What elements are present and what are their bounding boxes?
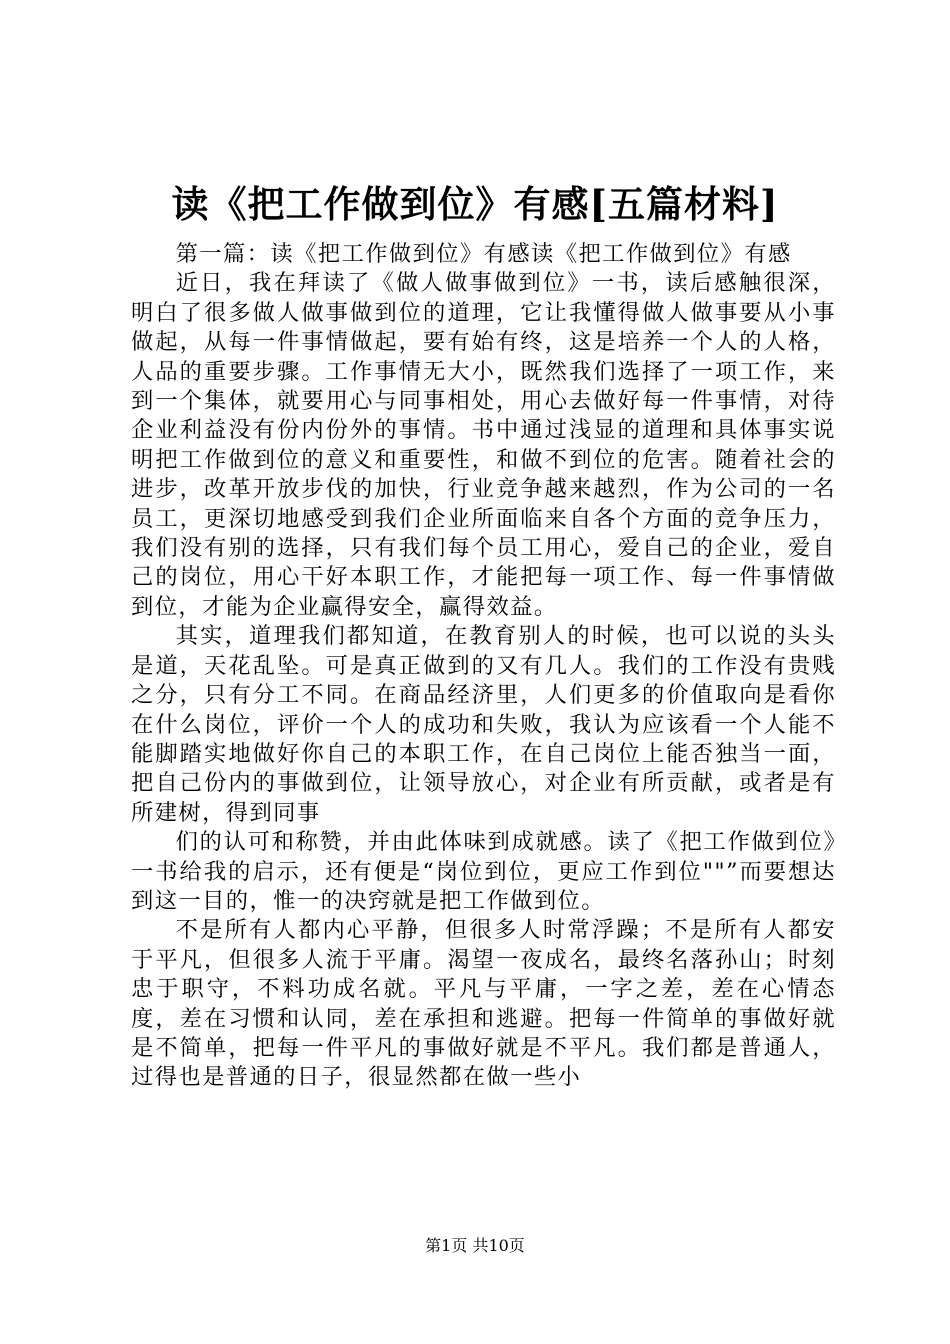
paragraph-heading: 第一篇：读《把工作做到位》有感读《把工作做到位》有感 [175,241,792,267]
document-body [131,240,836,1093]
document-title: 读《把工作做到位》有感[五篇材料] [171,182,779,226]
paragraph: 们的认可和称赞，并由此体味到成就感。读了《把工作做到位》一书给我的启示，还有便是“岗位到位，更应工作到位""”而要想达到这一目的，惟一的决窍就是把工作做到位。 [131,829,836,914]
page-footer: 第1页 共10页 [425,1236,525,1255]
paragraph: 其实，道理我们都知道，在教育别人的时候，也可以说的头头是道，天花乱坠。可是真正做到的又有几人。我们的工作没有贵贱之分，只有分工不同。在商品经济里，人们更多的价值取向是看你在什么岗位，评价一个人的成功和失败，我认为应该看一个人能不能脚踏实地做好你自己的本职工作，在自己岗位上能否独当一面，把自己份内的事做到位，让领导放心，对企业有所贡献，或者是有所建树，得到同事 [131,623,836,826]
paragraph: 近日，我在拜读了《做人做事做到位》一书，读后感触很深，明白了很多做人做事做到位的道理，它让我懂得做人做事要从小事做起，从每一件事情做起，要有始有终，这是培养一个人的人格，人品的重要步骤。工作事情无大小，既然我们选择了一项工作，来到一个集体，就要用心与同事相处，用心去做好每一件事情，对待企业利益没有份内份外的事情。书中通过浅显的道理和具体事实说明把工作做到位的意义和重要性，和做不到位的危害。随着社会的进步，改革开放步伐的加快，行业竞争越来越烈，作为公司的一名员工，更深切地感受到我们企业所面临来自各个方面的竞争压力，我们没有别的选择，只有我们每个员工用心，爱自己的企业，爱自己的岗位，用心干好本职工作，才能把每一项工作、每一件事情做到位，才能为企业赢得安全，赢得效益。 [131,270,836,620]
paragraph: 不是所有人都内心平静，但很多人时常浮躁；不是所有人都安于平凡，但很多人流于平庸。渴望一夜成名，最终名落孙山；时刻忠于职守，不料功成名就。平凡与平庸，一字之差，差在心情态度，差在习惯和认同，差在承担和逃避。把每一件简单的事做好就是不简单，把每一件平凡的事做好就是不平凡。我们都是普通人，过得也是普通的日子，很显然都在做一些小 [131,917,836,1091]
